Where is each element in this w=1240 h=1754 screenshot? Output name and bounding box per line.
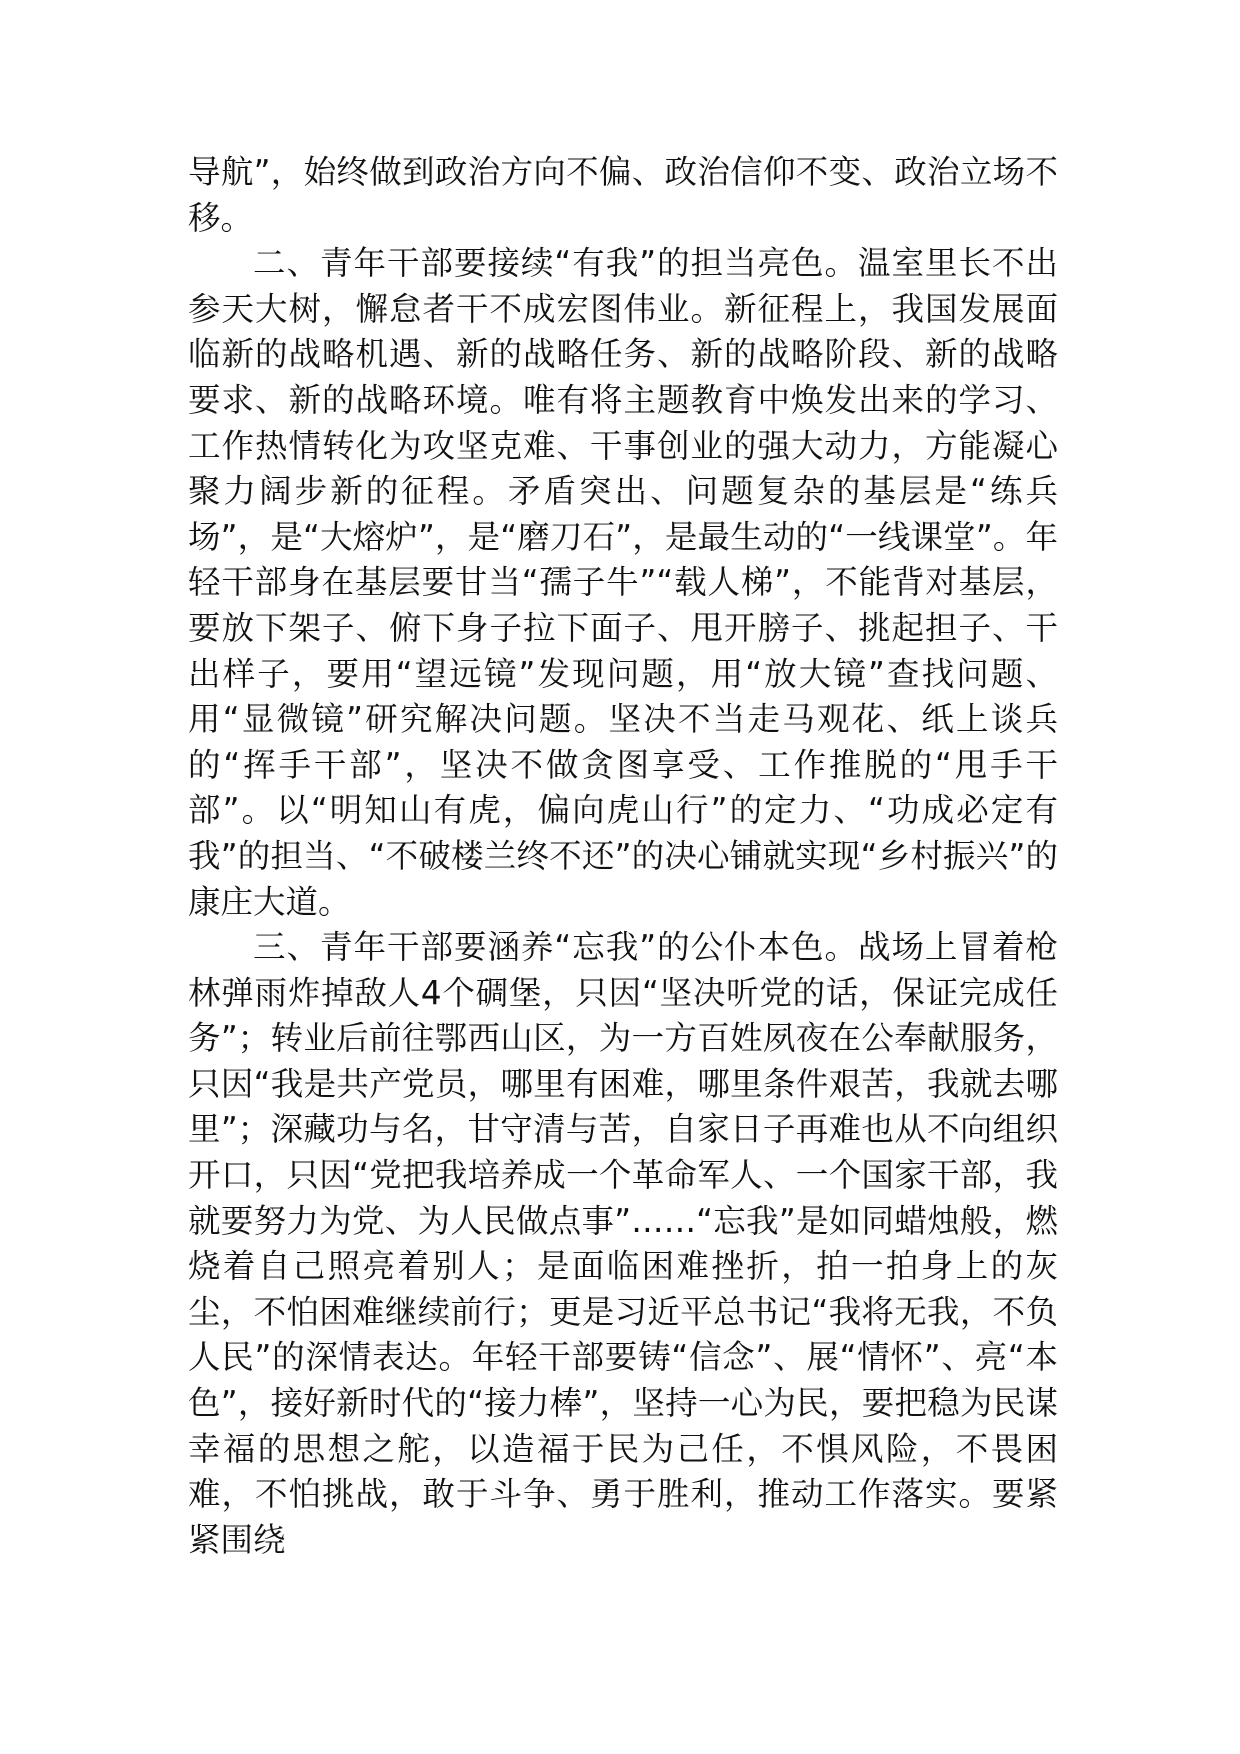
document-body: [188, 150, 1058, 1563]
paragraph-continuation: 导航”，始终做到政治方向不偏、政治信仰不变、政治立场不移。: [188, 153, 1058, 237]
paragraph-section-two: 二、青年干部要接续“有我”的担当亮色。温室里长不出参天大树，懈怠者干不成宏图伟业。新征程上，我国发展面临新的战略机遇、新的战略任务、新的战略阶段、新的战略要求、新的战略环境。唯有将主题教育中焕发出来的学习、工作热情转化为攻坚克难、干事创业的强大动力，方能凝心聚力阔步新的征程。矛盾突出、问题复杂的基层是“练兵场”，是“大熔炉”，是“磨刀石”，是最生动的“一线课堂”。年轻干部身在基层要甘当“孺子牛”“载人梯”，不能背对基层，要放下架子、俯下身子拉下面子、甩开膀子、挑起担子、干出样子，要用“望远镜”发现问题，用“放大镜”查找问题、用“显微镜”研究解决问题。坚决不当走马观花、纸上谈兵的“挥手干部”，坚决不做贪图享受、工作推脱的“甩手干部”。以“明知山有虎，偏向虎山行”的定力、“功成必定有我”的担当、“不破楼兰终不还”的决心铺就实现“乡村振兴”的康庄大道。: [188, 244, 1058, 921]
paragraph-section-three: 三、青年干部要涵养“忘我”的公仆本色。战场上冒着枪林弹雨炸掉敌人4个碉堡，只因“坚决听党的话，保证完成任务”；转业后前往鄂西山区，为一方百姓夙夜在公奉献服务，只因“我是共产党员，哪里有困难，哪里条件艰苦，我就去哪里”；深藏功与名，甘守清与苦，自家日子再难也从不向组织开口，只因“党把我培养成一个革命军人、一个国家干部，我就要努力为党、为人民做点事”……“忘我”是如同蜡烛般，燃烧着自己照亮着别人；是面临困难挫折，拍一拍身上的灰尘，不怕困难继续前行；更是习近平总书记“我将无我，不负人民”的深情表达。年轻干部要铸“信念”、展“情怀”、亮“本色”，接好新时代的“接力棒”，坚持一心为民，要把稳为民谋幸福的思想之舵，以造福于民为己任，不惧风险，不畏困难，不怕挑战，敢于斗争、勇于胜利，推动工作落实。要紧紧围绕: [188, 928, 1058, 1559]
